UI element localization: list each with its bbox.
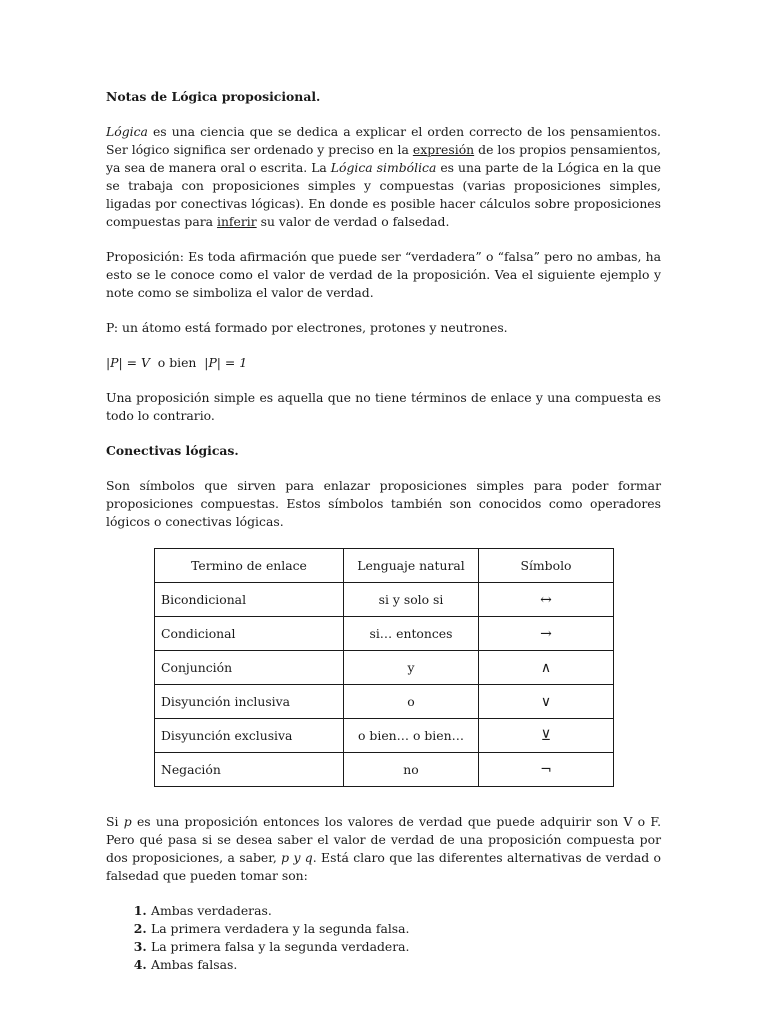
table-cell-natural: y bbox=[344, 651, 479, 685]
table-cell-symbol: ∨ bbox=[479, 685, 614, 719]
truth-text-1: Si bbox=[106, 814, 124, 829]
proposition-paragraph: Proposición: Es toda afirmación que puede ser “verdadera” o “falsa” pero no ambas, ha esto se le conoce como el valor de verdad de la proposición. Vea el siguiente ejemplo y note como se simboliza el valor de verdad. bbox=[106, 249, 661, 300]
table-header-cell: Símbolo bbox=[479, 549, 614, 583]
table-cell-natural: si y solo si bbox=[344, 583, 479, 617]
table-header-cell: Lenguaje natural bbox=[344, 549, 479, 583]
list-item: 1. Ambas verdaderas. bbox=[151, 902, 661, 920]
intro-term-inferir: inferir bbox=[216, 214, 257, 229]
intro-paragraph bbox=[106, 123, 661, 231]
truth-value-formula bbox=[106, 354, 661, 372]
intro-text-2: de los propios pensamientos, ya sea de manera oral o escrita. La bbox=[106, 142, 661, 175]
truth-vars-p-q: p y q bbox=[281, 850, 313, 865]
intro-term-expresion: expresión bbox=[412, 142, 475, 157]
section-heading-conectivas: Conectivas lógicas. bbox=[106, 443, 239, 458]
table-cell-natural: si… entonces bbox=[344, 617, 479, 651]
example-paragraph: P: un átomo está formado por electrones, protones y neutrones. bbox=[106, 320, 508, 335]
formula-right: |P| = 1 bbox=[204, 355, 248, 370]
intro-term-logica-simbolica: Lógica simbólica bbox=[330, 160, 437, 175]
table-cell-natural: o bien… o bien… bbox=[344, 719, 479, 753]
truth-text-2: es una proposición entonces los valores de verdad que puede adquirir son V o F. Pero qué pasa si se desea saber el valor de verdad de una proposición compuesta por dos proposiciones, a saber, bbox=[106, 814, 662, 865]
connectives-table bbox=[154, 548, 614, 787]
formula-middle: o bien bbox=[157, 355, 197, 370]
intro-text-1: es una ciencia que se dedica a explicar el orden correcto de los pensamientos. Ser lógico significa ser ordenado y preciso en la bbox=[106, 124, 661, 157]
table-cell-term: Condicional bbox=[155, 617, 344, 651]
table-cell-symbol: ⊻ bbox=[479, 719, 614, 753]
table-row bbox=[155, 583, 614, 617]
table-header-row bbox=[155, 549, 614, 583]
page-title: Notas de Lógica proposicional. bbox=[106, 89, 321, 104]
formula-left: |P| = V bbox=[106, 355, 150, 370]
list-item: 3. La primera falsa y la segunda verdadera. bbox=[151, 938, 661, 956]
table-row bbox=[155, 719, 614, 753]
table-row bbox=[155, 651, 614, 685]
truth-text-3: . Está claro que las diferentes alternativas de verdad o falsedad que pueden tomar son: bbox=[106, 850, 662, 883]
table-cell-symbol: ↔ bbox=[479, 583, 614, 617]
list-item: 2. La primera verdadera y la segunda falsa. bbox=[151, 920, 661, 938]
table-cell-natural: o bbox=[344, 685, 479, 719]
table-cell-term: Conjunción bbox=[155, 651, 344, 685]
list-item: 4. Ambas falsas. bbox=[151, 956, 661, 974]
intro-term-logica: Lógica bbox=[106, 124, 148, 139]
conectivas-paragraph: Son símbolos que sirven para enlazar proposiciones simples para poder formar proposiciones compuestas. Estos símbolos también son conocidos como operadores lógicos o conectivas lógicas. bbox=[106, 478, 661, 529]
table-cell-term: Disyunción inclusiva bbox=[155, 685, 344, 719]
table-header-cell: Termino de enlace bbox=[155, 549, 344, 583]
truth-values-paragraph bbox=[106, 813, 661, 885]
table-cell-term: Disyunción exclusiva bbox=[155, 719, 344, 753]
table-cell-term: Negación bbox=[155, 753, 344, 787]
table-cell-symbol: → bbox=[479, 617, 614, 651]
table-cell-symbol: ¬ bbox=[479, 753, 614, 787]
table-row bbox=[155, 753, 614, 787]
truth-var-p: p bbox=[123, 814, 132, 829]
document-body bbox=[106, 88, 661, 974]
table-row bbox=[155, 617, 614, 651]
alternatives-list bbox=[106, 902, 661, 974]
intro-text-3: es una parte de la Lógica en la que se trabaja con proposiciones simples y compuestas (varias proposiciones simples, ligadas por conectivas lógicas). En donde es posible hacer cálculos sobre proposiciones compuestas para bbox=[106, 160, 662, 229]
intro-text-4: su valor de verdad o falsedad. bbox=[256, 214, 450, 229]
table-cell-symbol: ∧ bbox=[479, 651, 614, 685]
table-cell-natural: no bbox=[344, 753, 479, 787]
table-row bbox=[155, 685, 614, 719]
simple-compound-paragraph: Una proposición simple es aquella que no tiene términos de enlace y una compuesta es todo lo contrario. bbox=[106, 390, 661, 423]
table-cell-term: Bicondicional bbox=[155, 583, 344, 617]
